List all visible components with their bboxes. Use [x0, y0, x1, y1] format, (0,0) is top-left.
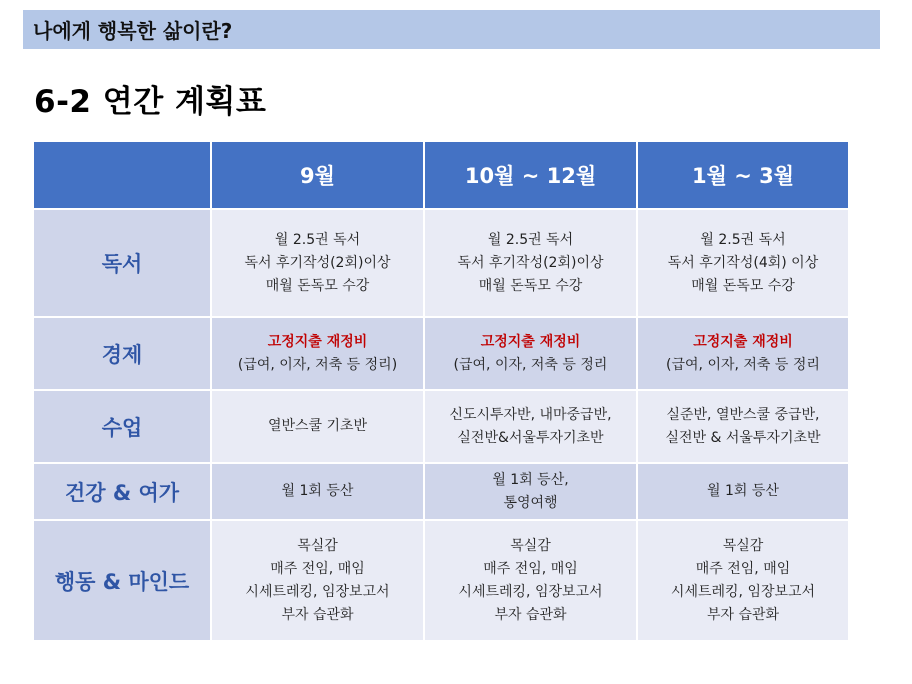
- annual-plan-table: [32, 140, 850, 642]
- table-cell: [637, 390, 849, 463]
- cell-line: 월 2.5권 독서: [274, 231, 361, 248]
- table-cell: [424, 390, 637, 463]
- cell-line: 목실감: [297, 537, 338, 554]
- cell-line: 부자 습관화: [494, 606, 567, 623]
- cell-highlight: 고정지출 재정비: [693, 333, 793, 350]
- cell-line: 월 1회 등산,: [492, 471, 569, 488]
- table-cell: [211, 390, 424, 463]
- cell-line: (급여, 이자, 저축 등 정리: [666, 356, 820, 373]
- table-cell: [424, 209, 637, 317]
- cell-line: 부자 습관화: [706, 606, 780, 623]
- cell-line: 매월 돈독모 수강: [691, 277, 795, 294]
- header-sep: 9월: [211, 141, 424, 209]
- cell-line: 월 1회 등산: [707, 483, 779, 499]
- cell-line: 시세트레킹, 임장보고서: [458, 583, 603, 600]
- table-cell: [424, 317, 637, 390]
- cell-line: 매주 전임, 매임: [270, 560, 365, 577]
- cell-line: 실전반 & 서울투자기초반: [665, 429, 821, 446]
- table-header-row: [33, 141, 849, 209]
- cell-line: 시세트레킹, 임장보고서: [245, 583, 390, 600]
- cell-line: 부자 습관화: [281, 606, 354, 623]
- table-row: [33, 390, 849, 463]
- table-cell: [637, 520, 849, 641]
- table-cell: [211, 463, 424, 520]
- table-cell: [424, 463, 637, 520]
- cell-line: 실전반&서울투자기초반: [457, 429, 604, 446]
- cell-line: 독서 후기작성(2회)이상: [457, 254, 604, 271]
- cell-line: 월 2.5권 독서: [700, 231, 786, 248]
- table-row: [33, 520, 849, 641]
- row-label-classes: 수업: [33, 390, 211, 463]
- table-cell: [211, 209, 424, 317]
- cell-highlight: 고정지출 재정비: [480, 333, 581, 350]
- table-row: [33, 317, 849, 390]
- row-label-economy: 경제: [33, 317, 211, 390]
- cell-line: 월 1회 등산: [281, 483, 354, 499]
- table-row: [33, 209, 849, 317]
- page-title: 6-2 연간 계획표: [34, 84, 267, 120]
- cell-line: (급여, 이자, 저축 등 정리): [237, 356, 398, 373]
- cell-line: 독서 후기작성(4회) 이상: [667, 254, 819, 271]
- table-cell: [637, 463, 849, 520]
- table-cell: [211, 317, 424, 390]
- banner-title: 나에게 행복한 삶이란?: [23, 10, 880, 49]
- header-jan-mar: 1월 ~ 3월: [637, 141, 849, 209]
- header-oct-dec: 10월 ~ 12월: [424, 141, 637, 209]
- row-label-reading: 독서: [33, 209, 211, 317]
- table-cell: [637, 317, 849, 390]
- cell-line: 독서 후기작성(2회)이상: [244, 254, 391, 271]
- cell-line: 통영여행: [503, 494, 558, 511]
- cell-highlight: 고정지출 재정비: [267, 333, 368, 350]
- cell-line: (급여, 이자, 저축 등 정리: [453, 356, 608, 373]
- cell-line: 매월 돈독모 수강: [478, 277, 583, 294]
- table-cell: [211, 520, 424, 641]
- cell-line: 목실감: [722, 537, 764, 554]
- cell-line: 신도시투자반, 내마중급반,: [449, 406, 612, 423]
- cell-line: 매월 돈독모 수강: [265, 277, 370, 294]
- cell-line: 매주 전임, 매임: [483, 560, 578, 577]
- cell-line: 목실감: [510, 537, 551, 554]
- cell-line: 실준반, 열반스쿨 중급반,: [666, 406, 820, 423]
- cell-line: 시세트레킹, 임장보고서: [670, 583, 816, 600]
- row-label-action-mind: 행동 & 마인드: [33, 520, 211, 641]
- table-row: [33, 463, 849, 520]
- row-label-health-leisure: 건강 & 여가: [33, 463, 211, 520]
- cell-line: 열반스쿨 기초반: [267, 418, 368, 434]
- header-corner: [33, 141, 211, 209]
- cell-line: 매주 전임, 매임: [695, 560, 791, 577]
- cell-line: 월 2.5권 독서: [487, 231, 574, 248]
- table-cell: [424, 520, 637, 641]
- table-cell: [637, 209, 849, 317]
